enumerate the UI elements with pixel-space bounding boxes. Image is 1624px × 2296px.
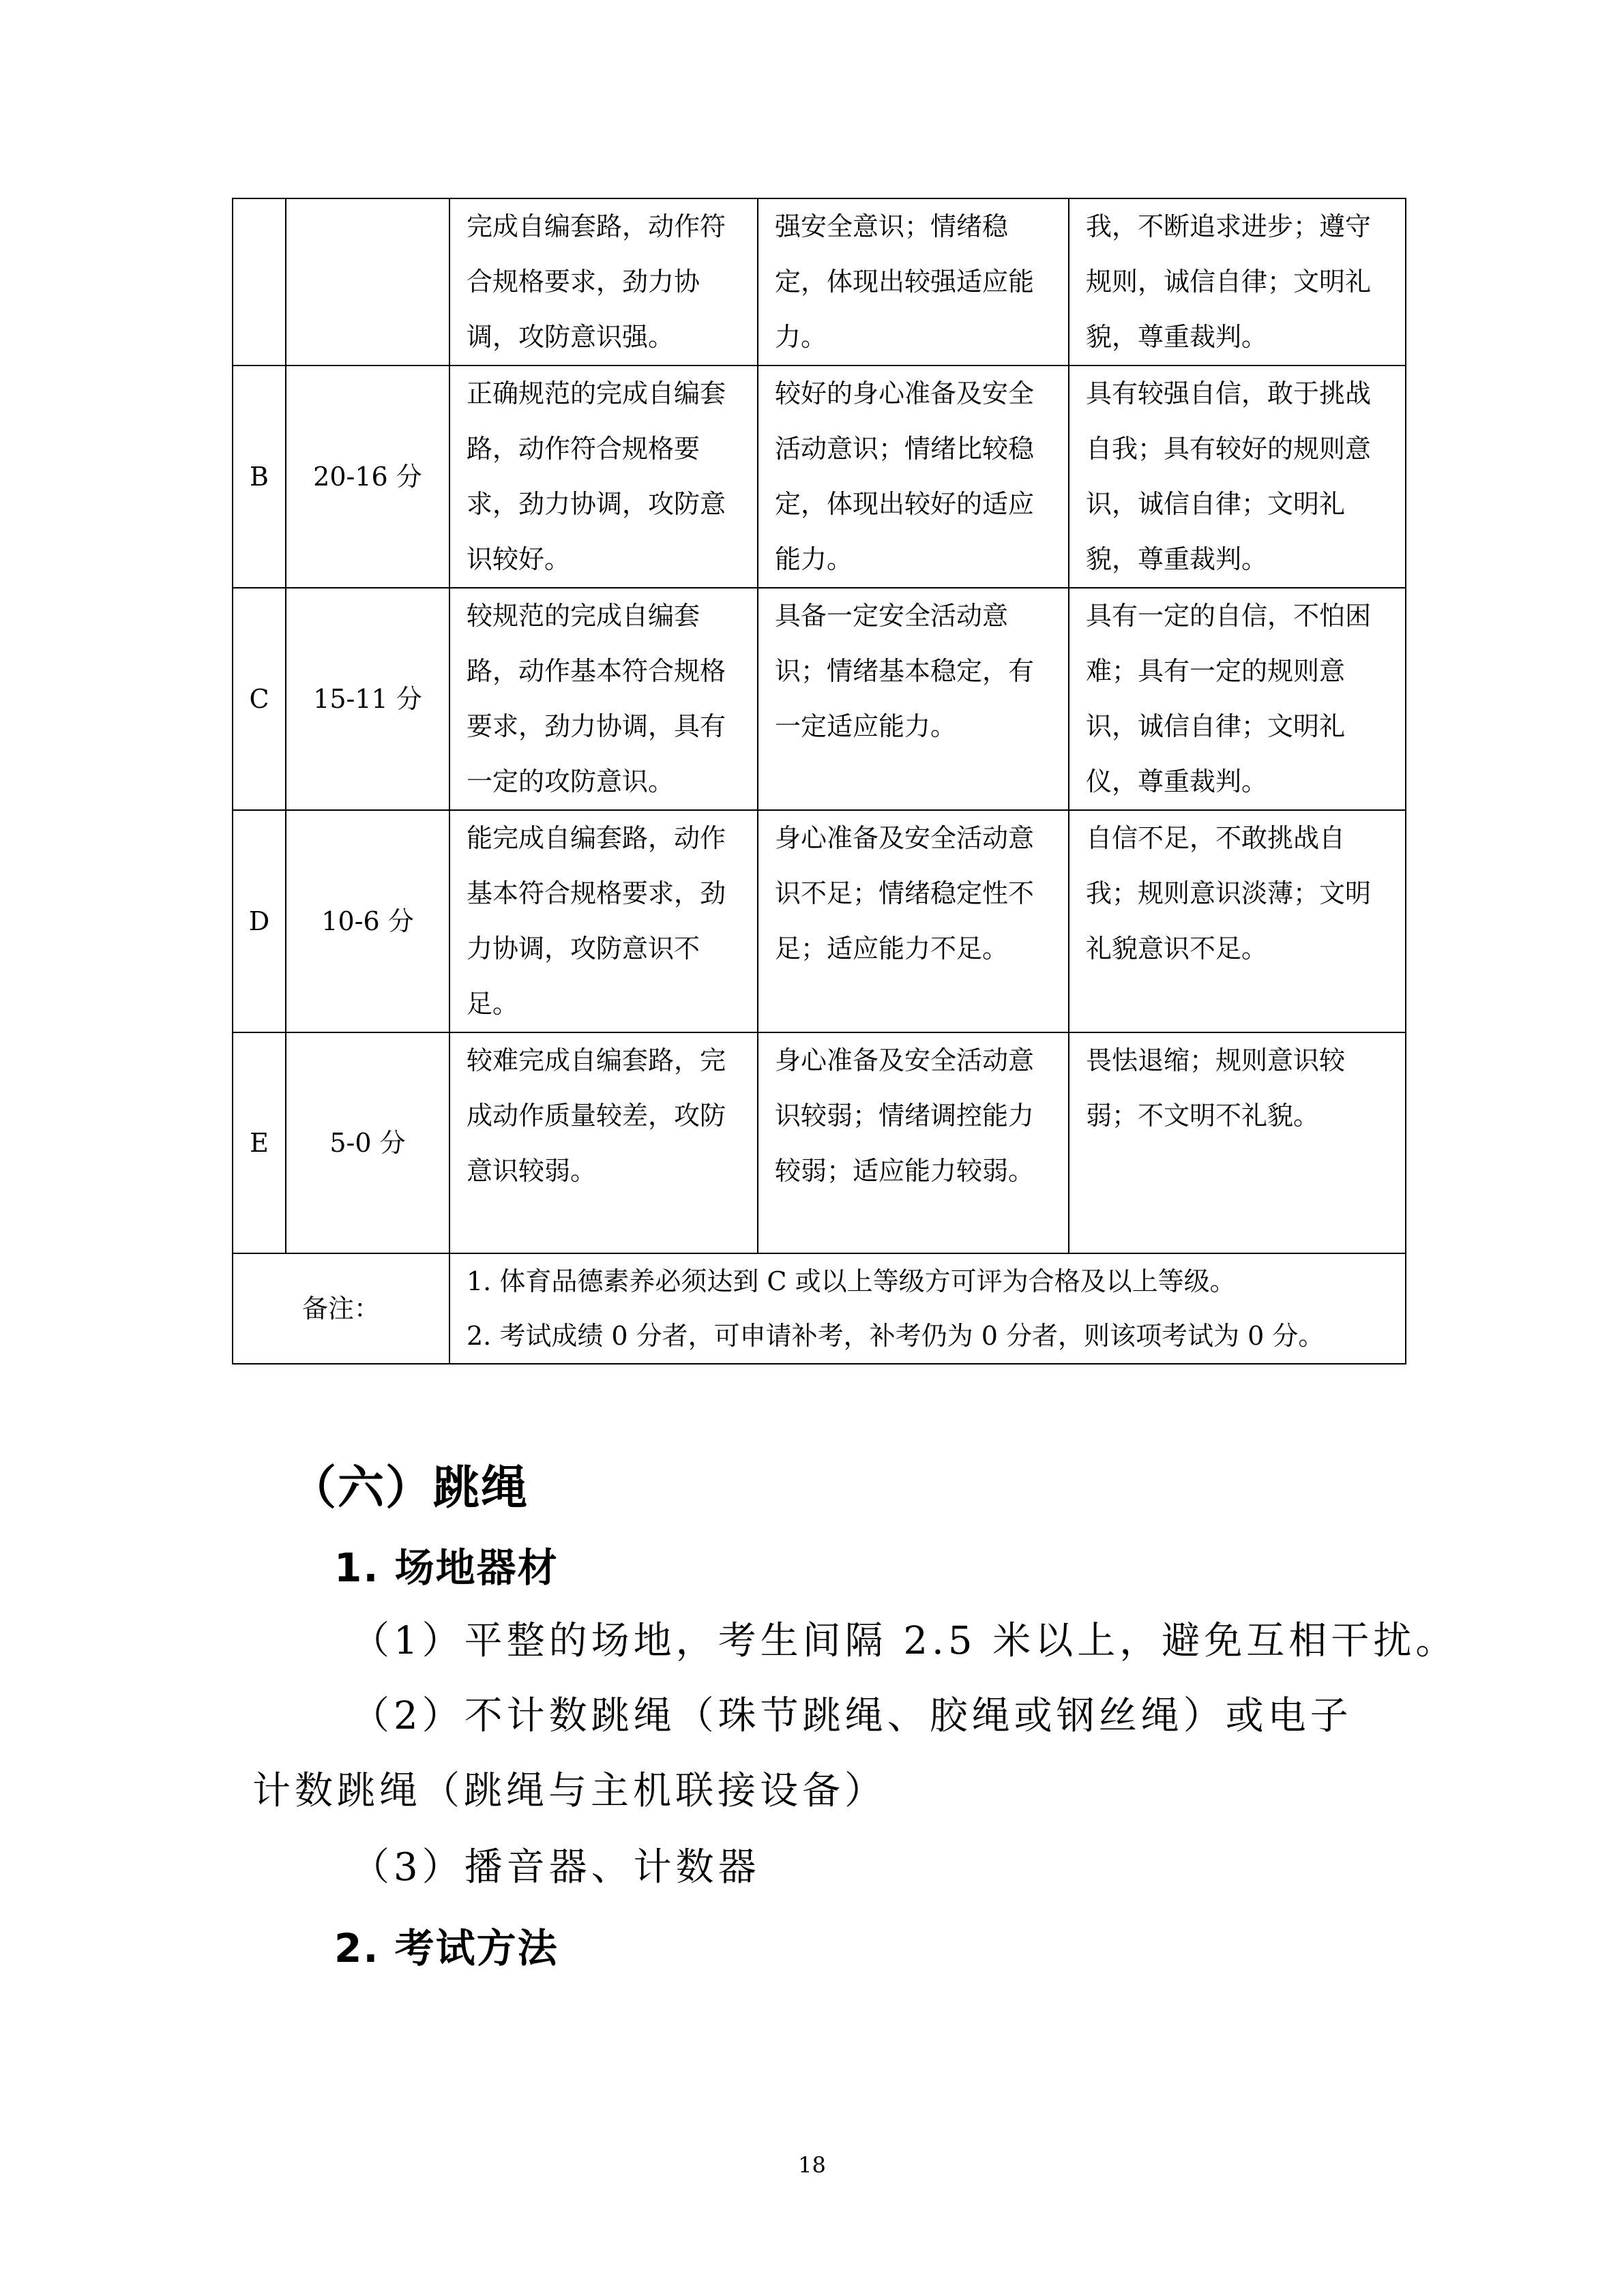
note-line: 2. 考试成绩 0 分者，可申请补考，补考仍为 0 分者，则该项考试为 0 分。 xyxy=(467,1321,1325,1351)
mental-cell: 较好的身心准备及安全活动意识；情绪比较稳定，体现出较好的适应能力。 xyxy=(758,366,1069,588)
grade-cell: E xyxy=(233,1032,286,1253)
skill-cell: 正确规范的完成自编套路，动作符合规格要求，劲力协调，攻防意识较好。 xyxy=(449,366,758,588)
moral-cell: 具有较强自信，敢于挑战自我；具有较好的规则意识，诚信自律；文明礼貌，尊重裁判。 xyxy=(1069,366,1406,588)
table-row xyxy=(233,588,1406,810)
table-row xyxy=(233,810,1406,1032)
score-cell: 10-6 分 xyxy=(286,810,449,1032)
grading-table xyxy=(232,198,1406,1365)
grade-cell: C xyxy=(233,588,286,810)
mental-cell: 具备一定安全活动意识；情绪基本稳定，有一定适应能力。 xyxy=(758,588,1069,810)
paragraph-line: 计数跳绳（跳绳与主机联接设备） xyxy=(252,1769,887,1813)
table-row xyxy=(233,366,1406,588)
moral-cell: 具有一定的自信，不怕困难；具有一定的规则意识，诚信自律；文明礼仪，尊重裁判。 xyxy=(1069,588,1406,810)
note-body xyxy=(449,1253,1406,1364)
score-cell xyxy=(286,198,449,366)
table-row xyxy=(233,1032,1406,1253)
skill-cell: 能完成自编套路，动作基本符合规格要求，劲力协调，攻防意识不足。 xyxy=(449,810,758,1032)
mental-cell: 身心准备及安全活动意识不足；情绪稳定性不足；适应能力不足。 xyxy=(758,810,1069,1032)
score-cell: 5-0 分 xyxy=(286,1032,449,1253)
note-label: 备注： xyxy=(233,1253,449,1364)
page-number: 18 xyxy=(798,2152,826,2178)
note-line: 1. 体育品德素养必须达到 C 或以上等级方可评为合格及以上等级。 xyxy=(467,1266,1236,1296)
grade-cell: D xyxy=(233,810,286,1032)
subsection-title: 2. 考试方法 xyxy=(334,1925,559,1971)
paragraph-line: （3）播音器、计数器 xyxy=(351,1845,761,1890)
moral-cell: 我，不断追求进步；遵守规则，诚信自律；文明礼貌，尊重裁判。 xyxy=(1069,198,1406,366)
note-row xyxy=(233,1253,1406,1364)
score-cell: 20-16 分 xyxy=(286,366,449,588)
grade-cell: B xyxy=(233,366,286,588)
skill-cell: 较规范的完成自编套路，动作基本符合规格要求，劲力协调，具有一定的攻防意识。 xyxy=(449,588,758,810)
subsection-title: 1. 场地器材 xyxy=(334,1545,559,1591)
mental-cell: 身心准备及安全活动意识较弱；情绪调控能力较弱；适应能力较弱。 xyxy=(758,1032,1069,1253)
paragraph-line: （2）不计数跳绳（珠节跳绳、胶绳或钢丝绳）或电子 xyxy=(351,1694,1353,1738)
section-title: （六）跳绳 xyxy=(290,1461,529,1515)
skill-cell: 完成自编套路，动作符合规格要求，劲力协调，攻防意识强。 xyxy=(449,198,758,366)
mental-cell: 强安全意识；情绪稳定，体现出较强适应能力。 xyxy=(758,198,1069,366)
score-cell: 15-11 分 xyxy=(286,588,449,810)
moral-cell: 畏怯退缩；规则意识较弱；不文明不礼貌。 xyxy=(1069,1032,1406,1253)
table-row xyxy=(233,198,1406,366)
moral-cell: 自信不足，不敢挑战自我；规则意识淡薄；文明礼貌意识不足。 xyxy=(1069,810,1406,1032)
paragraph-line: （1）平整的场地，考生间隔 2.5 米以上，避免互相干扰。 xyxy=(351,1619,1458,1663)
skill-cell: 较难完成自编套路，完成动作质量较差，攻防意识较弱。 xyxy=(449,1032,758,1253)
grade-cell xyxy=(233,198,286,366)
